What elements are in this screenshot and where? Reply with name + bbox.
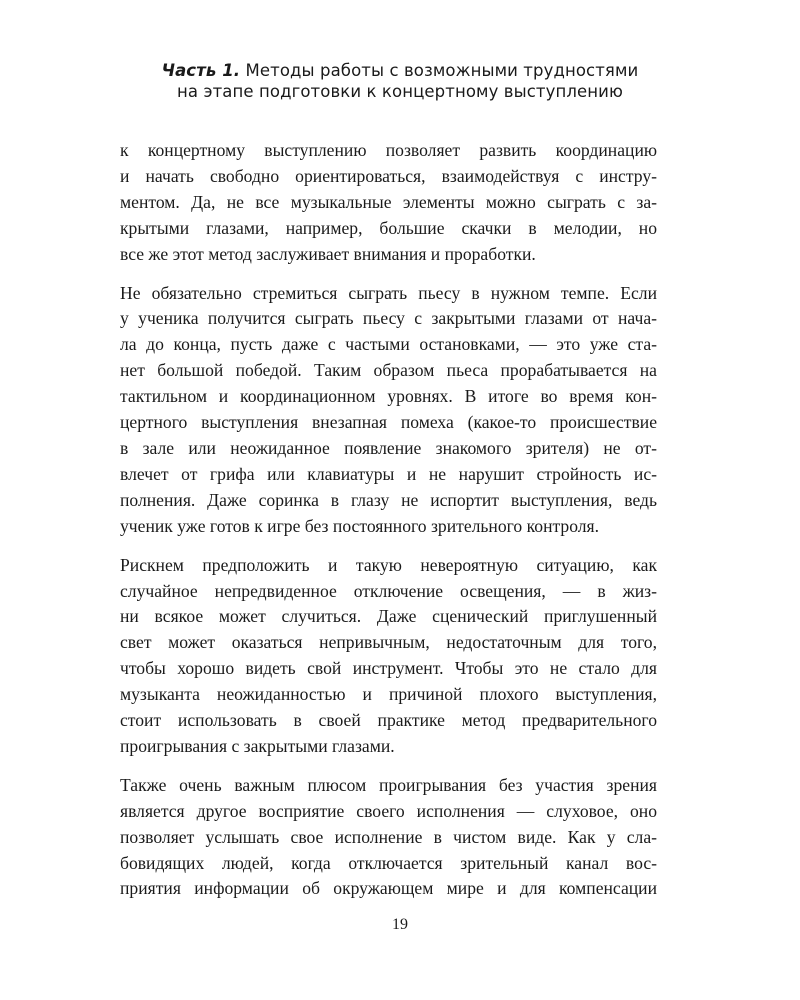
text-line: у ученика получится сыграть пьесу с закрытыми глазами от нача- bbox=[120, 308, 657, 329]
text-line: чтобы хорошо видеть свой инструмент. Чтобы это не стало для bbox=[120, 658, 657, 679]
paragraph-3 bbox=[120, 553, 657, 760]
part-label: Часть 1. bbox=[161, 61, 241, 80]
header-title-line-2: на этапе подготовки к концертному выступлению bbox=[177, 82, 623, 101]
header-line-1 bbox=[100, 60, 700, 81]
text-line: и начать свободно ориентироваться, взаимодействуя с инстру- bbox=[120, 165, 657, 186]
text-line: Не обязательно стремиться сыграть пьесу в нужном темпе. Если bbox=[120, 282, 657, 303]
paragraph-2 bbox=[120, 281, 657, 540]
header-title-line-1: Методы работы с возможными трудностями bbox=[245, 61, 639, 80]
text-line: ученик уже готов к игре без постоянного зрительного контроля. bbox=[120, 515, 600, 536]
text-line: проигрывания с закрытыми глазами. bbox=[120, 735, 395, 756]
text-line: является другое восприятие своего исполнения — слуховое, оно bbox=[120, 800, 657, 821]
text-line: все же этот метод заслуживает внимания и проработки. bbox=[120, 243, 536, 264]
text-line: Также очень важным плюсом проигрывания без участия зрения bbox=[120, 774, 657, 795]
text-line: тактильном и координационном уровнях. В итоге во время кон- bbox=[120, 386, 657, 407]
text-line: Рискнем предположить и такую невероятную ситуацию, как bbox=[120, 554, 657, 575]
page-number: 19 bbox=[392, 916, 408, 933]
text-line: приятия информации об окружающем мире и для компенсации bbox=[120, 878, 657, 899]
paragraph-4 bbox=[120, 773, 657, 903]
text-line: ментом. Да, не все музыкальные элементы можно сыграть с за- bbox=[120, 191, 657, 212]
text-line: ни всякое может случиться. Даже сценический приглушенный bbox=[120, 606, 657, 627]
text-line: музыканта неожиданностью и причиной плохого выступления, bbox=[120, 684, 657, 705]
text-line: цертного выступления внезапная помеха (какое-то происшествие bbox=[120, 412, 657, 433]
text-line: полнения. Даже соринка в глазу не испортит выступления, ведь bbox=[120, 489, 657, 510]
text-line: случайное непредвиденное отключение освещения, — в жиз- bbox=[120, 580, 657, 601]
text-line: крытыми глазами, например, большие скачки в мелодии, но bbox=[120, 217, 657, 238]
paragraph-1 bbox=[120, 138, 657, 268]
text-line: свет может оказаться непривычным, недостаточным для того, bbox=[120, 632, 657, 653]
text-line: в зале или неожиданное появление знакомого зрителя) не от- bbox=[120, 437, 657, 458]
text-line: позволяет услышать свое исполнение в чистом виде. Как у сла- bbox=[120, 826, 657, 847]
text-line: влечет от грифа или клавиатуры и не нарушит стройность ис- bbox=[120, 463, 657, 484]
text-line: ла до конца, пусть даже с частыми остановками, — это уже ста- bbox=[120, 334, 657, 355]
body-text bbox=[120, 138, 657, 915]
text-line: к концертному выступлению позволяет развить координацию bbox=[120, 140, 657, 160]
text-line: нет большой победой. Таким образом пьеса прорабатывается на bbox=[120, 360, 657, 381]
text-line: стоит использовать в своей практике метод предварительного bbox=[120, 710, 657, 731]
running-header bbox=[100, 60, 700, 102]
text-line: бовидящих людей, когда отключается зрительный канал вос- bbox=[120, 852, 657, 873]
